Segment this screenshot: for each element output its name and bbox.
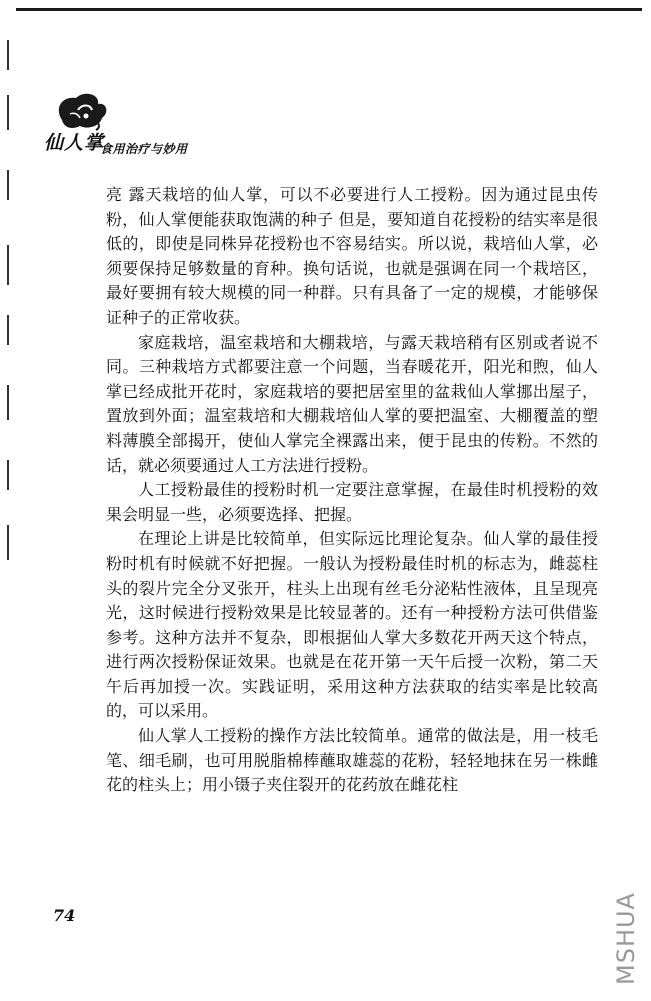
- binding-marks: [7, 40, 11, 560]
- paragraph: 仙人掌人工授粉的操作方法比较简单。通常的做法是，用一枝毛笔、细毛刷，也可用脱脂棉棒蘸取雄蕊的花粉，轻轻地抹在另一株雌花的柱头上；用小镊子夹住裂开的花药放在雌花柱: [106, 726, 598, 795]
- body-text: [106, 183, 598, 798]
- paragraph: 亮 露天栽培的仙人掌，可以不必要进行人工授粉。因为通过昆虫传粉，仙人掌便能获取饱满的种子 但是，要知道自花授粉的结实率是很低的，即使是同株异花授粉也不容易结实。所以说，栽培仙人掌，必须要保持足够数量的育种。换句话说，也就是强调在同一个栽培区，最好要拥有较大规模的同一种群。只有具备了一定的规模，才能够保证种子的正常收获。: [106, 185, 598, 327]
- watermark: MSHUA: [612, 892, 640, 985]
- paragraph: 人工授粉最佳的授粉时机一定要注意掌握，在最佳时机授粉的效果会明显一些，必须要选择、把握。: [106, 480, 598, 524]
- book-subtitle: 食用治疗与妙用: [100, 142, 188, 156]
- paragraph: 家庭栽培，温室栽培和大棚栽培，与露天栽培稍有区别或者说不同。三种栽培方式都要注意一个问题，当春暖花开，阳光和煦，仙人掌已经成批开花时，家庭栽培的要把居室里的盆栽仙人掌挪出屋子，置放到外面；温室栽培和大棚栽培仙人掌的要把温室、大棚覆盖的塑料薄膜全部揭开，使仙人掌完全裸露出来，便于昆虫的传粉。不然的话，就必须要通过人工方法进行授粉。: [106, 332, 598, 475]
- book-title: 仙人掌: [44, 132, 105, 154]
- paragraph: 在理论上讲是比较简单，但实际远比理论复杂。仙人掌的最佳授粉时机有时候就不好把握。一般认为授粉最佳时机的标志为，雌蕊柱头的裂片完全分叉张开，柱头上出现有丝毛分泌粘性液体，且呈现亮光，这时候进行授粉效果是比较显著的。还有一种授粉方法可供借鉴参考。这种方法并不复杂，即根据仙人掌大多数花开两天这个特点，进行两次授粉保证效果。也就是在花开第一天午后授一次粉，第二天午后再加授一次。实践证明，采用这种方法获取的结实率是比较高的，可以采用。: [106, 529, 598, 721]
- page-number: 74: [53, 906, 76, 925]
- top-rule: [16, 8, 642, 11]
